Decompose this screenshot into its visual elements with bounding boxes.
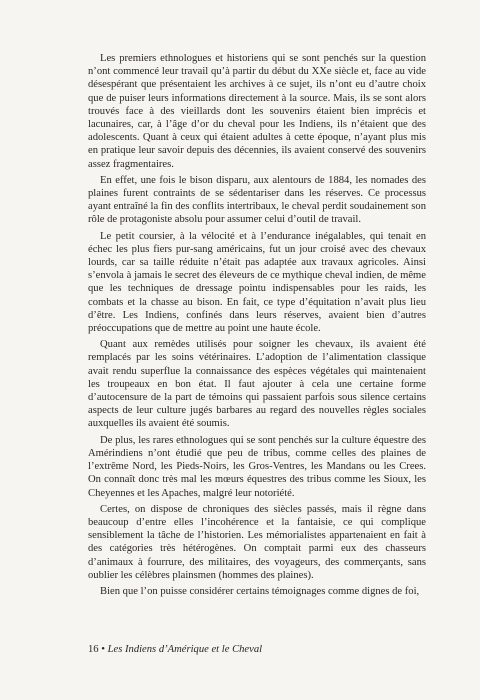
paragraph-2: En effet, une fois le bison disparu, aux alentours de 1884, les nomades des plaines furent contraints de se sédentariser dans les réserves. Ce processus ayant entraîné la fin des conflits intertribaux, le cheval perdit soudainement son rôle de protagoniste absolu pour assumer celui d’outil de travail. — [88, 174, 426, 226]
paragraph-1: Les premiers ethnologues et historiens qui se sont penchés sur la question n’ont commencé leur travail qu’à partir du début du XXe siècle et, face au vide désespérant que présentaient les archives à ce sujet, ils n’ont eu d’autre choix que de puiser leurs informations directement à la source. Mais, ils se sont alors trouvés face à des vieillards dont les souvenirs étaient bien imprécis et lacunaires, car, à l’âge d’or du cheval pour les Indiens, ils n’étaient que des adolescents. Quant à ceux qui étaient adultes à cette époque, n’ayant plus mis en pratique leur savoir depuis des décennies, ils avaient conservé des souvenirs assez fragmentaires. — [88, 53, 426, 170]
page-footer — [88, 644, 262, 655]
paragraph-7: Bien que l’on puisse considérer certains témoignages comme dignes de foi, — [100, 585, 420, 597]
paragraph-3: Le petit coursier, à la vélocité et à l’endurance inégalables, qui tenait en échec les plus fiers pur-sang américains, fut un jour croisé avec des chevaux lourds, car sa taille réduite n’était pas adaptée aux travaux agricoles. Ainsi s’envola à jamais le secret des éleveurs de ce mythique cheval indien, de même que les techniques de dressage pointu indispensables pour les raids, les combats et la chasse au bison. En fait, ce type d’équitation n’avait plus lieu d’être. Les Indiens, confinés dans leurs réserves, avaient bien d’autres préoccupations que de mettre au point une haute école. — [88, 230, 426, 335]
paragraph-4: Quant aux remèdes utilisés pour soigner les chevaux, ils avaient été remplacés par les soins vétérinaires. L’adoption de l’alimentation classique avait rendu superflue la connaissance des espèces végétales qui maintenaient les troupeaux en bon état. Il faut ajouter à cela une certaine forme d’autocensure de la part de témoins qui passaient parfois sous silence certains aspects de leur culture jugés barbares au regard des nouvelles règles sociales auxquelles ils avaient été soumis. — [88, 339, 426, 430]
page-number: 16 — [88, 644, 99, 655]
paragraph-6: Certes, on dispose de chroniques des siècles passés, mais il règne dans beaucoup d’entre elles l’incohérence et la fantaisie, ce qui complique sensiblement la tâche de l’historien. Les mémorialistes appartenaient en fait à des catégories très hétérogènes. On comptait parmi eux des chasseurs d’animaux à fourrure, des militaires, des voyageurs, des commerçants, sans oublier les célèbres plainsmen (hommes des plaines). — [88, 503, 426, 581]
body-text — [88, 52, 426, 598]
footer-bullet: • — [101, 644, 105, 655]
paragraph-5: De plus, les rares ethnologues qui se sont penchés sur la culture équestre des Amérindiens n’ont étudié que peu de tribus, comme celles des plaines de l’extrême Nord, les Pieds-Noirs, les Gros-Ventres, les Mandans ou les Crees. On connaît donc très mal les mœurs équestres des tribus comme les Sioux, les Cheyennes et les Apaches, malgré leur notoriété. — [88, 434, 426, 499]
running-title: Les Indiens d’Amérique et le Cheval — [107, 644, 263, 655]
